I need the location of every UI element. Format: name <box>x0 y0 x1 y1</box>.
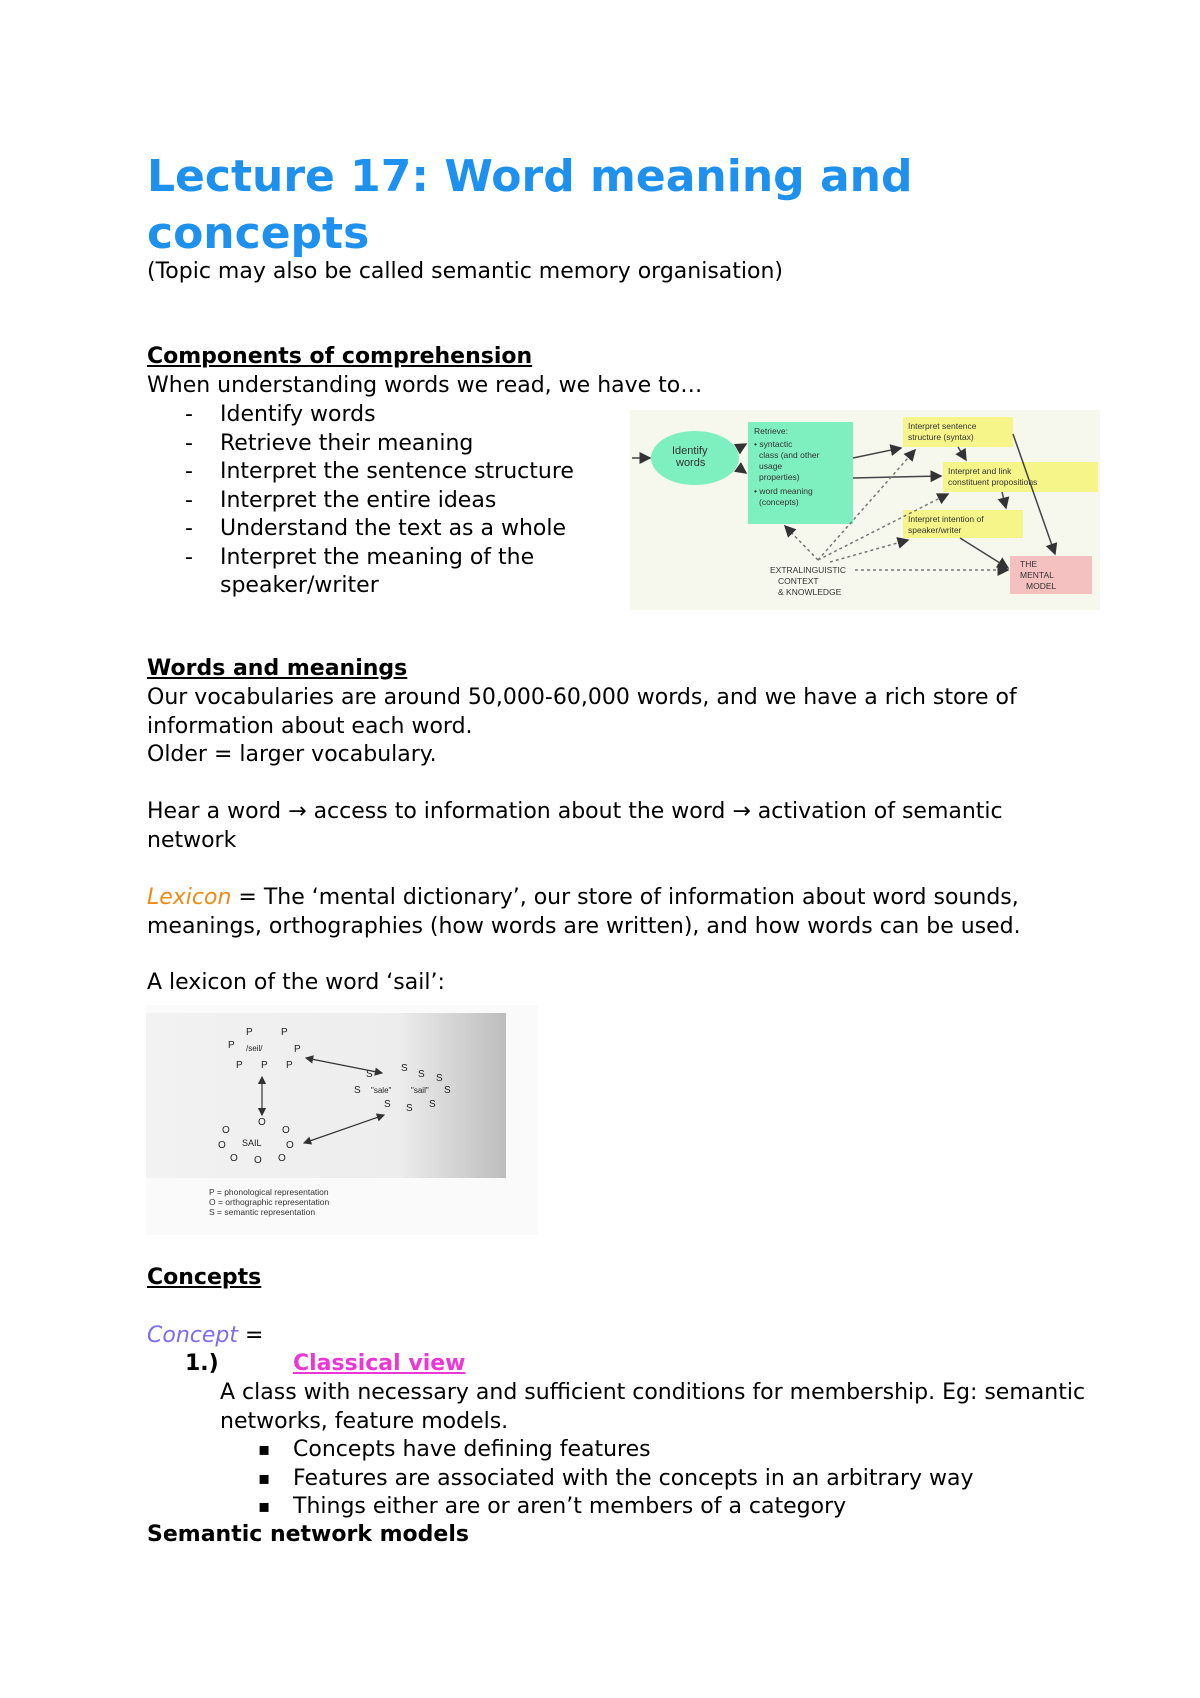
svg-text:O: O <box>258 1117 266 1128</box>
list-item: - Understand the text as a whole <box>147 515 637 544</box>
components-list <box>147 401 637 601</box>
list-item: - Identify words <box>147 401 637 430</box>
lexicon-legend: P = phonological representation O = orthographic representation S = semantic representation <box>209 1187 330 1217</box>
svg-text:S: S <box>366 1069 373 1080</box>
retrieve-text: Retrieve: • syntactic class (and other usage properties) • word meaning (concepts) <box>754 426 820 507</box>
svg-text:O: O <box>282 1125 290 1136</box>
concepts-heading: Concepts <box>147 1265 262 1290</box>
list-item: - Interpret the meaning of the speaker/writer <box>147 544 637 601</box>
svg-text:S: S <box>418 1069 425 1080</box>
interpret-structure-text: Interpret sentence structure (syntax) <box>908 421 977 442</box>
svg-text:S: S <box>444 1085 451 1096</box>
concept-equals: = <box>238 1323 264 1348</box>
svg-text:S: S <box>354 1085 361 1096</box>
svg-text:S: S <box>384 1099 391 1110</box>
svg-text:P: P <box>261 1060 268 1071</box>
svg-text:S: S <box>401 1063 408 1074</box>
components-heading: Components of comprehension <box>147 344 533 369</box>
svg-text:P: P <box>286 1060 293 1071</box>
svg-text:P: P <box>246 1027 253 1038</box>
comprehension-diagram <box>630 410 1100 610</box>
svg-text:P: P <box>294 1044 301 1055</box>
words-paragraph-1: Our vocabularies are around 50,000-60,000 words, and we have a rich store of information about each word. <box>147 685 1017 739</box>
svg-text:"sail": "sail" <box>411 1086 429 1095</box>
lexicon-example: A lexicon of the word ‘sail’: <box>147 970 445 995</box>
svg-text:O: O <box>278 1153 286 1164</box>
interpret-intention-text: Interpret intention of speaker/writer <box>908 514 984 535</box>
svg-text:P: P <box>281 1027 288 1038</box>
list-item: ▪ Features are associated with the concepts in an arbitrary way <box>220 1465 1100 1494</box>
diagram-panel <box>146 1013 506 1178</box>
svg-text:O: O <box>218 1140 226 1151</box>
svg-text:P: P <box>228 1040 235 1051</box>
classical-view-heading: Classical view <box>293 1351 466 1376</box>
semantic-network-heading: Semantic network models <box>147 1522 469 1547</box>
svg-text:/seil/: /seil/ <box>246 1044 263 1053</box>
svg-text:S: S <box>406 1103 413 1114</box>
classical-view-list <box>220 1436 1100 1522</box>
classical-view-description: A class with necessary and sufficient conditions for membership. Eg: semantic networks, feature models. <box>220 1380 1086 1434</box>
words-paragraph-3: Hear a word → access to information about the word → activation of semantic network <box>147 799 1003 853</box>
words-heading: Words and meanings <box>147 656 408 681</box>
lexicon-definition-text: = The ‘mental dictionary’, our store of information about word sounds, meanings, orthographies (how words are written), and how words can be used. <box>147 885 1021 939</box>
mental-model-text: THE MENTAL MODEL <box>1020 559 1057 591</box>
svg-text:O: O <box>286 1140 294 1151</box>
words-paragraph-2: Older = larger vocabulary. <box>147 742 437 767</box>
components-intro: When understanding words we read, we have to… <box>147 373 703 398</box>
svg-text:S: S <box>436 1073 443 1084</box>
numbered-marker: 1.) <box>185 1351 219 1376</box>
svg-text:P: P <box>236 1060 243 1071</box>
concept-definition <box>147 1322 263 1351</box>
list-item: - Retrieve their meaning <box>147 430 637 459</box>
extralinguistic-text: EXTRALINGUISTIC CONTEXT & KNOWLEDGE <box>770 565 847 597</box>
svg-text:O: O <box>254 1155 262 1166</box>
lexicon-sail-diagram <box>146 1005 538 1235</box>
svg-text:O: O <box>222 1125 230 1136</box>
concept-term: Concept <box>147 1323 238 1348</box>
identify-label: Identify <box>672 445 708 457</box>
list-item: - Interpret the sentence structure <box>147 458 637 487</box>
page-subtitle: (Topic may also be called semantic memory organisation) <box>147 259 784 284</box>
svg-text:"sale": "sale" <box>371 1086 392 1095</box>
svg-text:SAIL: SAIL <box>242 1138 262 1148</box>
svg-text:S: S <box>429 1099 436 1110</box>
list-item: ▪ Things either are or aren’t members of a category <box>220 1493 1100 1522</box>
svg-text:O: O <box>230 1153 238 1164</box>
interpret-link-text: Interpret and link constituent propositions <box>948 466 1038 487</box>
list-item: ▪ Concepts have defining features <box>220 1436 1100 1465</box>
list-item: - Interpret the entire ideas <box>147 487 637 516</box>
lexicon-term: Lexicon <box>147 885 232 910</box>
page-title: Lecture 17: Word meaning and concepts <box>147 151 913 259</box>
lexicon-definition <box>147 884 1077 941</box>
words-label: words <box>676 457 706 469</box>
